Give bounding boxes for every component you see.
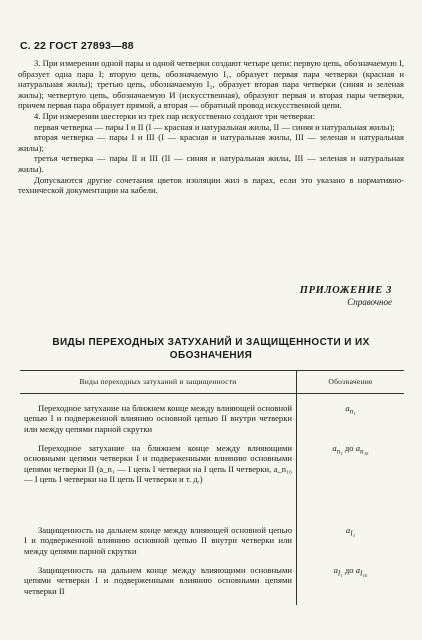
column-header-types: Виды переходных затуханий и защищенности [20, 371, 297, 394]
section-title-line2: ОБОЗНАЧЕНИЯ [169, 350, 253, 361]
paragraph-5: Допускаются другие сочетания цветов изоляции жил в парах, если это указано в нормативно-технической документации на кабели. [18, 174, 404, 196]
appendix-title: ПРИЛОЖЕНИЕ 3 [299, 285, 392, 296]
row-description: Переходное затухание на ближнем конце между влияющей основной цепью I и подверженной влиянию основной цепью II внутри четверки или между цепями парной скрутки [20, 394, 297, 444]
page-header: С. 22 ГОСТ 27893—88 [20, 40, 134, 52]
appendix-subtitle: Справочное [347, 297, 392, 307]
quad-1: первая четверка — пары I и II (I — красная и натуральная жилы, II — синяя и натуральная жилы); [34, 121, 395, 132]
section-title [18, 336, 404, 362]
row-description: Защищенность на дальнем конце между влияющими основными цепями четверки I и подверженными влиянию основными цепями четверки II [20, 565, 297, 605]
row-symbol: $a_{n_1}$ до $a_{n_{16}}$ [332, 443, 369, 456]
row-symbol: $a_{n_1}$ [345, 403, 356, 416]
row-symbol: $a_{I_1}$ [345, 525, 356, 538]
table-header-row [20, 371, 404, 394]
types-table [20, 370, 404, 605]
table-row [20, 565, 404, 605]
row-description: Защищенность на дальнем конце между влияющей основной цепью I и подверженной влиянию основной цепью II внутри четверки или между цепями парной скрутки [20, 525, 297, 565]
body-text [18, 58, 404, 196]
table-row [20, 443, 404, 525]
appendix-heading [300, 285, 392, 307]
paragraph-4: 4. При измерении шестерки из трех пар искусственно создают три четверки: [34, 110, 316, 121]
table-row [20, 525, 404, 565]
column-header-symbol: Обозначение [297, 371, 405, 394]
section-title-line1: ВИДЫ ПЕРЕХОДНЫХ ЗАТУХАНИЙ И ЗАЩИЩЕННОСТИ И ИХ [52, 337, 370, 348]
row-description: Переходное затухание на ближнем конце между влияющими основными цепями четверки I и подверженными влиянию основными цепями четверки II (a_n₁ — I цепь I четверки на I цепь II четверки, a_n₁₆ — I цепь I четверки на II цепь II четверки и т. д.) [20, 443, 297, 525]
row-symbol: $a_{I_1}$ до $a_{I_{16}}$ [333, 565, 368, 578]
quad-3: третья четверка — пары II и III (II — синяя и натуральная жилы, III — зеленая и натуральная жилы). [18, 153, 404, 174]
table-row [20, 394, 404, 444]
paragraph-3: 3. При измерении одной пары и одной четверки создают четыре цепи: первую цепь, обозначаемую I, образует одна пара I; вторую цепь, обозначаемую I₁, образует первая пара четверки (красная и натуральная жилы); третью цепь, обозначаемую I₂, образует вторая пара четверки (синяя и зеленая жилы); четвертую цепь, обозначаемую И (искусственная), образуют первая и вторая пары четверки, причем первая пара образует прямой, а вторая — обратный провод искусственной цепи. [18, 58, 404, 111]
quad-2: вторая четверка — пары I и III (I — красная и натуральная жилы, III — зеленая и натуральная жилы); [18, 132, 404, 153]
